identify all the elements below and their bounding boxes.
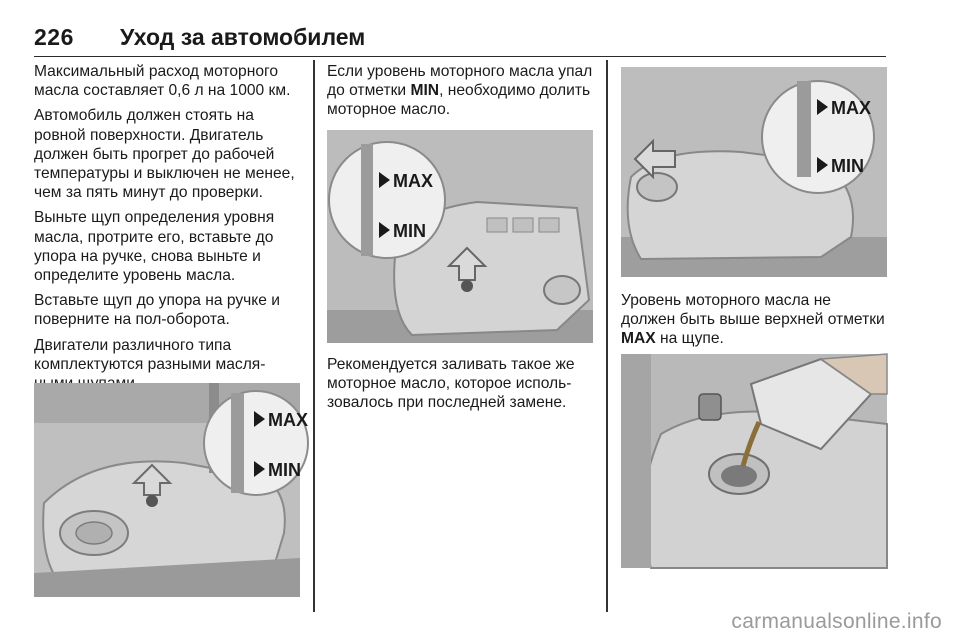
label-max: MAX: [268, 410, 308, 430]
text-column-3: [621, 291, 886, 355]
page-header: [34, 22, 886, 57]
text-column-2-lower: [327, 355, 597, 419]
label-max: MAX: [831, 98, 871, 118]
paragraph: Вставьте щуп до упора на ручке и поверните на пол-оборота.: [34, 292, 281, 329]
paragraph: Максимальный расход моторного масла составляет 0,6 л на 1000 км.: [34, 63, 291, 100]
paragraph: Автомобиль должен стоять на ровной поверхности. Двигатель должен быть прогрет до рабочей температуры и выключен не менее, чем за пять минут до проверки.: [34, 107, 295, 202]
illustration-oil-refill: [621, 354, 887, 568]
label-min: MIN: [831, 156, 864, 176]
label-min: MIN: [268, 460, 301, 480]
column-divider: [313, 60, 315, 612]
illustration-dipstick-engine-1: [34, 383, 308, 597]
paragraph: Рекомендуется заливать такое же моторное масло, которое исполь-зовалось при последней замене.: [327, 356, 575, 412]
watermark: carmanualsonline.info: [731, 610, 942, 633]
label-max: MAX: [393, 171, 433, 191]
illustration-dipstick-engine-2: [327, 130, 593, 343]
text-column-1: [34, 62, 302, 399]
text-column-2: [327, 62, 597, 126]
label-min: MIN: [393, 221, 426, 241]
illustration-dipstick-engine-3: [621, 67, 887, 277]
paragraph: Выньте щуп определения уровня масла, протрите его, вставьте до упора на ручке, снова выньте и определите уровень масла.: [34, 209, 275, 285]
chapter-title: Уход за автомобилем: [120, 24, 366, 50]
paragraph: Уровень моторного масла не должен быть выше верхней отметки MAX на щупе.: [621, 292, 885, 348]
paragraph: Двигатели различного типа комплектуются разными масля-: [34, 336, 266, 373]
paragraph: Если уровень моторного масла упал до отметки MIN, необходимо долить моторное масло.: [327, 63, 593, 119]
column-divider: [606, 60, 608, 612]
page-number: 226: [34, 24, 74, 50]
